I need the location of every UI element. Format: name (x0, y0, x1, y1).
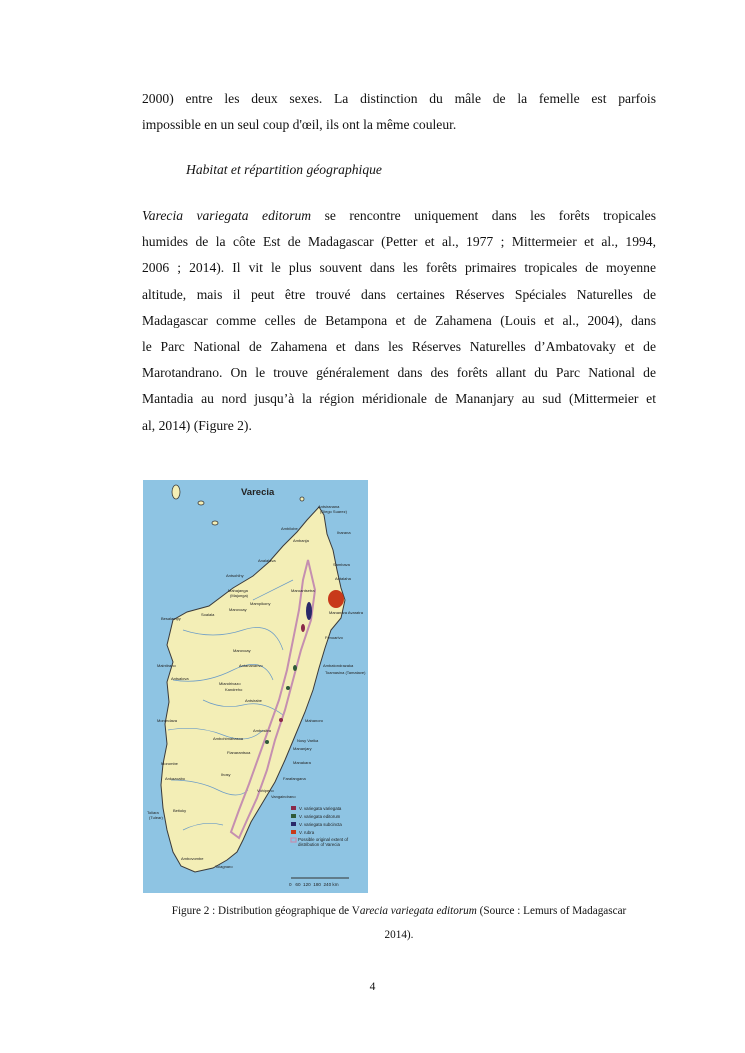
svg-text:Vohipeno: Vohipeno (257, 788, 274, 793)
svg-text:Ankazoabo: Ankazoabo (165, 776, 186, 781)
text-line: 2006 ; 2014). Il vit le plus souvent dans les forêts primaires tropicales de moyenne (142, 260, 656, 276)
svg-text:Ambovombe: Ambovombe (181, 856, 204, 861)
svg-text:Fenoarivo: Fenoarivo (325, 635, 343, 640)
svg-text:Mananara Avaratra: Mananara Avaratra (329, 610, 363, 615)
svg-text:Marovoay: Marovoay (229, 607, 247, 612)
svg-text:(Diego Suarez): (Diego Suarez) (320, 509, 347, 514)
svg-text:Nosy Varika: Nosy Varika (297, 738, 319, 743)
svg-text:Farafangana: Farafangana (283, 776, 306, 781)
v-editorum-range (265, 740, 269, 744)
svg-text:Ihosy: Ihosy (221, 772, 231, 777)
text-line: Madagascar comme celles de Betampona et de Zahamena (Louis et al., 2004), dans (142, 312, 656, 328)
comoros-island (172, 485, 180, 499)
figure-caption: Figure 2 : Distribution géographique de Varecia variegata editorum (Source : Lemurs of Madagascar 2014). (171, 905, 627, 941)
paragraph-habitat (142, 203, 656, 439)
svg-text:Analalava: Analalava (258, 558, 276, 563)
scale-label: 0 60 120 180 240 km (289, 882, 339, 887)
svg-text:Miandrivazo: Miandrivazo (219, 681, 241, 686)
svg-text:Mananjary: Mananjary (293, 746, 312, 751)
legend-label: V. variegata subcincta (299, 822, 342, 827)
svg-text:Vangaindrano: Vangaindrano (271, 794, 296, 799)
comoros-island (198, 501, 204, 505)
svg-text:(Majunga): (Majunga) (230, 593, 249, 598)
legend-swatch (291, 806, 296, 810)
legend-label: V. variegata editorum (299, 814, 341, 819)
v-variegata-range (301, 624, 305, 632)
svg-text:Antsalova: Antsalova (171, 676, 189, 681)
svg-text:Mampikony: Mampikony (250, 601, 271, 606)
v-editorum-range (286, 686, 290, 690)
svg-text:Soalala: Soalala (201, 612, 215, 617)
text-line: Mantadia au nord jusqu’à la région méridionale de Mananjary au sud (Mittermeier et (142, 391, 656, 407)
svg-text:Morombe: Morombe (161, 761, 178, 766)
species-name: Varecia variegata editorum (142, 208, 312, 223)
text-line: humides de la côte Est de Madagascar (Petter et al., 1977 ; Mittermeier et al., 1994, (142, 234, 656, 250)
legend-label-wrap (298, 837, 360, 861)
svg-text:Tolagnaro: Tolagnaro (215, 864, 233, 869)
svg-text:Mahanoro: Mahanoro (305, 718, 324, 723)
page-number: 4 (369, 981, 376, 993)
svg-text:Antsirabe: Antsirabe (245, 698, 262, 703)
svg-text:Iharana: Iharana (337, 530, 351, 535)
text-line: Varecia variegata editorum se rencontre uniquement dans les forêts tropicales (142, 208, 656, 223)
v-variegata-range (279, 718, 283, 722)
svg-text:Kandreho: Kandreho (225, 687, 243, 692)
legend-swatch (291, 830, 296, 834)
text-line: 2000) entre les deux sexes. La distinction du mâle de la femelle est parfois (142, 91, 656, 106)
legend-label: V. variegata variegata (299, 806, 342, 811)
svg-text:Marovoay: Marovoay (233, 648, 251, 653)
svg-text:Fianarantsoa: Fianarantsoa (227, 750, 251, 755)
svg-text:Toamasina (Tamatave): Toamasina (Tamatave) (325, 670, 366, 675)
svg-text:Antalaha: Antalaha (335, 576, 351, 581)
text-line: altitude, mais il peut être trouvé dans certaines Réserves Spéciales Naturelles de (142, 286, 656, 302)
svg-text:Betioky: Betioky (173, 808, 187, 813)
text-line: le Parc National de Zahamena et dans les Réserves Naturelles d’Ambatovaky et de (142, 339, 656, 355)
svg-text:Maintirano: Maintirano (157, 663, 176, 668)
v-subcincta-range (306, 602, 312, 620)
madagascar-map-illustration (143, 480, 368, 893)
svg-text:Antsohihy: Antsohihy (226, 573, 244, 578)
paragraph-intro (142, 86, 656, 138)
svg-text:Ambositra: Ambositra (253, 728, 272, 733)
text-line: Marotandrano. On le trouve généralement dans des forêts allant du Parc National de (142, 365, 656, 381)
mayotte-island (212, 521, 218, 525)
islet (300, 497, 304, 501)
svg-text:Ambilobe: Ambilobe (281, 526, 298, 531)
text-line: impossible en un seul coup d'œil, ils ont la même couleur. (142, 117, 457, 133)
svg-text:Morondava: Morondava (157, 718, 178, 723)
svg-text:Mahajanga: Mahajanga (228, 588, 248, 593)
svg-text:Sambava: Sambava (333, 562, 350, 567)
svg-text:Antananarivo: Antananarivo (239, 663, 263, 668)
v-rubra-range (328, 590, 344, 608)
svg-text:Maroantsetra: Maroantsetra (291, 588, 315, 593)
svg-text:Antsiranana: Antsiranana (318, 504, 340, 509)
text-line: al, 2014) (Figure 2). (142, 417, 252, 433)
legend-label: Possible original extent of distribution of Varecia (298, 837, 349, 848)
figure-map (143, 480, 368, 893)
map-title: Varecia (241, 487, 275, 498)
svg-text:Ambohimahasoa: Ambohimahasoa (213, 736, 244, 741)
legend-swatch (291, 822, 296, 826)
v-editorum-range (293, 665, 297, 671)
section-heading: Habitat et répartition géographique (186, 162, 382, 177)
svg-text:Manakara: Manakara (293, 760, 311, 765)
legend-label: V. rubra (299, 830, 315, 835)
caption-line-2: 2014). (384, 929, 414, 941)
svg-text:(Tulear): (Tulear) (149, 815, 163, 820)
svg-text:Besalampy: Besalampy (161, 616, 181, 621)
svg-text:Ambatondrazaka: Ambatondrazaka (323, 663, 354, 668)
svg-text:Toliara: Toliara (147, 810, 159, 815)
legend-swatch (291, 814, 296, 818)
svg-text:Ambanja: Ambanja (293, 538, 309, 543)
